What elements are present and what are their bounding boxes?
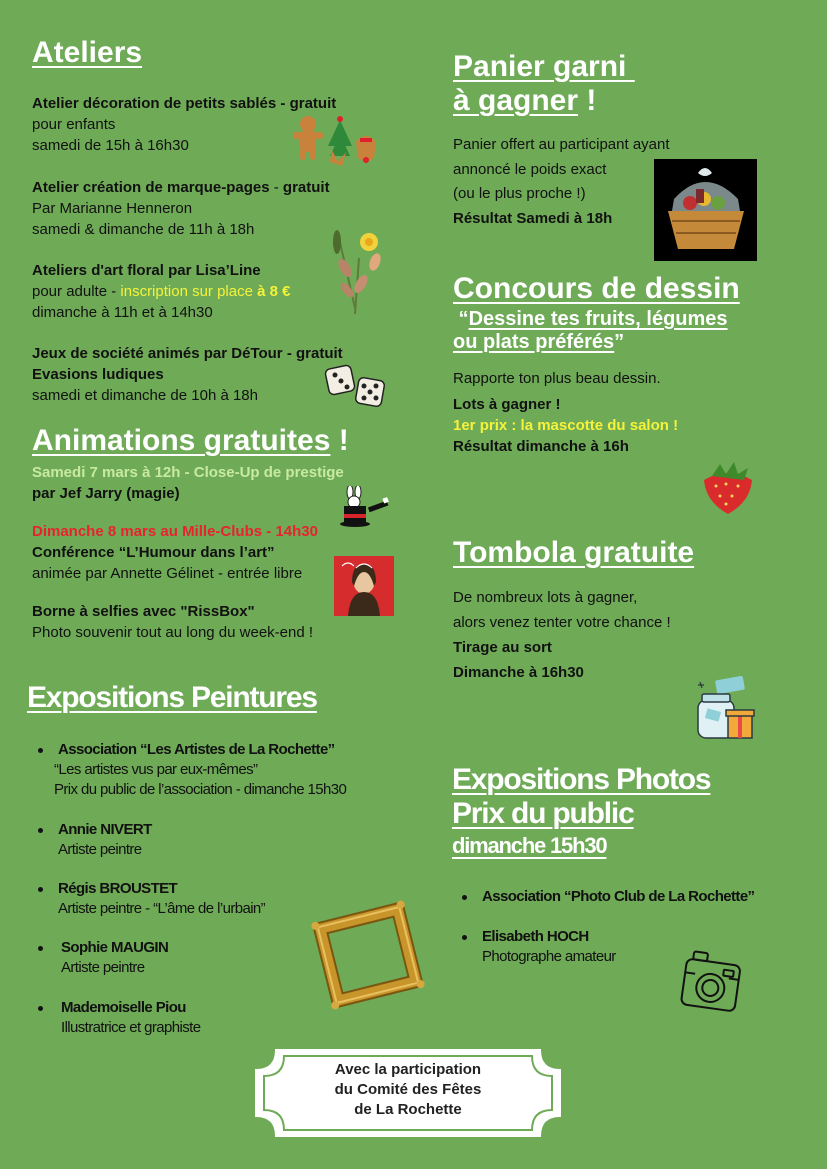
footer-line: de La Rochette <box>354 1101 462 1118</box>
panier-description: Panier offert au participant ayant <box>453 136 670 153</box>
panier-body <box>453 133 670 231</box>
atelier-name: Atelier décoration de petits sablés - gratuit <box>32 95 337 112</box>
atelier-schedule: dimanche à 11h et à 14h30 <box>32 304 213 321</box>
animation-detail: par Jef Jarry (magie) <box>32 485 180 502</box>
expo-peintures-title: Expositions Peintures <box>27 681 317 714</box>
atelier-name: Ateliers d'art floral par Lisa’Line <box>32 262 261 279</box>
atelier-detail: Par Marianne Henneron <box>32 200 193 217</box>
animations-title <box>32 424 349 458</box>
panier-title <box>453 50 635 118</box>
exhibitor-name: Association “Photo Club de La Rochette” <box>482 888 755 905</box>
atelier-detail: Evasions ludiques <box>32 366 164 383</box>
quote-close: ” <box>614 331 625 353</box>
bullet-icon <box>38 946 43 951</box>
raffle-jar-gift-icon <box>694 676 756 742</box>
panier-title-suffix: ! <box>578 84 597 117</box>
list-item <box>58 820 152 860</box>
exhibitor-detail: Illustratrice et graphiste <box>61 1019 201 1036</box>
atelier-name: Jeux de société animés par DéTour - gratuit <box>32 345 343 362</box>
exhibitor-name: Régis BROUSTET <box>58 880 178 897</box>
strawberry-icon <box>698 458 758 516</box>
atelier-schedule: samedi et dimanche de 10h à 18h <box>32 387 258 404</box>
animation-date: Samedi 7 mars à 12h - Close-Up de prestige <box>32 464 344 481</box>
atelier-detail: pour enfants <box>32 116 116 133</box>
animation-item <box>32 521 318 584</box>
animation-detail: Borne à selfies avec "RissBox" <box>32 603 255 620</box>
footer-line: du Comité des Fêtes <box>334 1081 482 1098</box>
atelier-item <box>32 343 343 406</box>
expo-photos-title <box>452 763 710 861</box>
atelier-registration: inscription sur place <box>120 283 258 300</box>
exhibitor-subtitle: “Les artistes vus par eux-mêmes” <box>54 761 258 778</box>
panier-result: Résultat Samedi à 18h <box>453 209 613 227</box>
animation-item <box>32 462 344 504</box>
panier-description: (ou le plus proche !) <box>453 185 586 202</box>
list-item <box>58 879 265 919</box>
footer-credits <box>252 1060 564 1120</box>
atelier-separator: - <box>269 179 283 196</box>
atelier-item <box>32 260 291 323</box>
animations-title-suffix: ! <box>330 424 349 457</box>
atelier-item <box>32 177 330 240</box>
exhibitor-detail: Artiste peintre <box>58 841 142 858</box>
animations-title-text: Animations gratuites <box>32 424 331 457</box>
concours-description: Rapporte ton plus beau dessin. <box>453 370 661 387</box>
animation-date: Dimanche 8 mars au Mille-Clubs - 14h30 <box>32 523 318 540</box>
panier-description: annoncé le poids exact <box>453 160 607 178</box>
concours-theme: Dessine tes fruits, légumes <box>468 308 728 330</box>
footer-line: Avec la participation <box>334 1061 482 1078</box>
bullet-icon <box>38 828 43 833</box>
concours-theme: ou plats préférés <box>453 331 615 353</box>
atelier-name: Atelier création de marque-pages <box>32 179 270 196</box>
picture-frame-icon <box>306 898 430 1012</box>
panier-title-line1: Panier garni <box>453 50 635 83</box>
atelier-price: gratuit <box>282 179 330 196</box>
concours-subtitle <box>453 308 728 354</box>
tombola-body <box>453 585 671 685</box>
animation-detail: Conférence “L’Humour dans l’art” <box>32 544 275 561</box>
ateliers-title: Ateliers <box>32 36 143 69</box>
exhibitor-name: Sophie MAUGIN <box>61 939 169 956</box>
tombola-description: De nombreux lots à gagner, <box>453 589 638 606</box>
concours-result: Résultat dimanche à 16h <box>453 438 629 455</box>
bullet-icon <box>462 895 467 900</box>
tombola-draw-date: Dimanche à 16h30 <box>453 664 584 681</box>
tombola-draw: Tirage au sort <box>453 639 552 656</box>
expo-photos-title-line1: Expositions Photos <box>452 763 711 796</box>
floral-bouquet-icon <box>325 218 391 316</box>
concours-body <box>453 368 678 457</box>
concours-first-prize: 1er prix : la mascotte du salon ! <box>453 417 679 434</box>
list-item <box>54 740 347 800</box>
list-item <box>482 927 616 967</box>
mona-lisa-artwork-icon <box>334 556 394 616</box>
animation-item <box>32 601 313 643</box>
bullet-icon <box>38 1006 43 1011</box>
gift-basket-icon <box>654 159 757 261</box>
expo-photos-title-line3: dimanche 15h30 <box>452 833 607 858</box>
exhibitor-detail: Artiste peintre - “L’âme de l’urbain” <box>58 900 266 917</box>
bullet-icon <box>462 935 467 940</box>
exhibitor-name: Association “Les Artistes de La Rochette” <box>58 741 335 758</box>
concours-title: Concours de dessin <box>453 272 740 305</box>
bullet-icon <box>38 887 43 892</box>
list-item <box>482 887 754 907</box>
exhibitor-detail: Artiste peintre <box>61 959 145 976</box>
camera-icon <box>678 948 744 1018</box>
dice-icon <box>323 363 389 413</box>
atelier-schedule: samedi & dimanche de 11h à 18h <box>32 221 255 238</box>
concours-prizes: Lots à gagner ! <box>453 396 561 413</box>
panier-title-line2: à gagner <box>453 84 579 117</box>
bullet-icon <box>38 748 43 753</box>
list-item <box>61 938 168 978</box>
animation-description: Photo souvenir tout au long du week-end ! <box>32 624 314 641</box>
atelier-schedule: samedi de 15h à 16h30 <box>32 137 189 154</box>
expo-photos-title-line2: Prix du public <box>452 797 634 830</box>
atelier-detail: pour adulte - <box>32 283 121 300</box>
tombola-description: alors venez tenter votre chance ! <box>453 614 671 631</box>
quote-open: “ <box>453 308 469 330</box>
exhibitor-name: Mademoiselle Piou <box>61 999 186 1016</box>
exhibitor-name: Annie NIVERT <box>58 821 152 838</box>
atelier-price: à 8 € <box>257 283 291 300</box>
exhibitor-detail: Prix du public de l’association - dimanche 15h30 <box>54 781 347 798</box>
list-item <box>61 998 200 1038</box>
exhibitor-name: Elisabeth HOCH <box>482 928 589 945</box>
animation-speaker: animée par Annette Gélinet - entrée libre <box>32 565 303 582</box>
tombola-title: Tombola gratuite <box>453 536 695 569</box>
exhibitor-detail: Photographe amateur <box>482 948 616 965</box>
magic-hat-rabbit-icon <box>336 486 392 530</box>
gingerbread-cookies-icon <box>290 112 384 174</box>
